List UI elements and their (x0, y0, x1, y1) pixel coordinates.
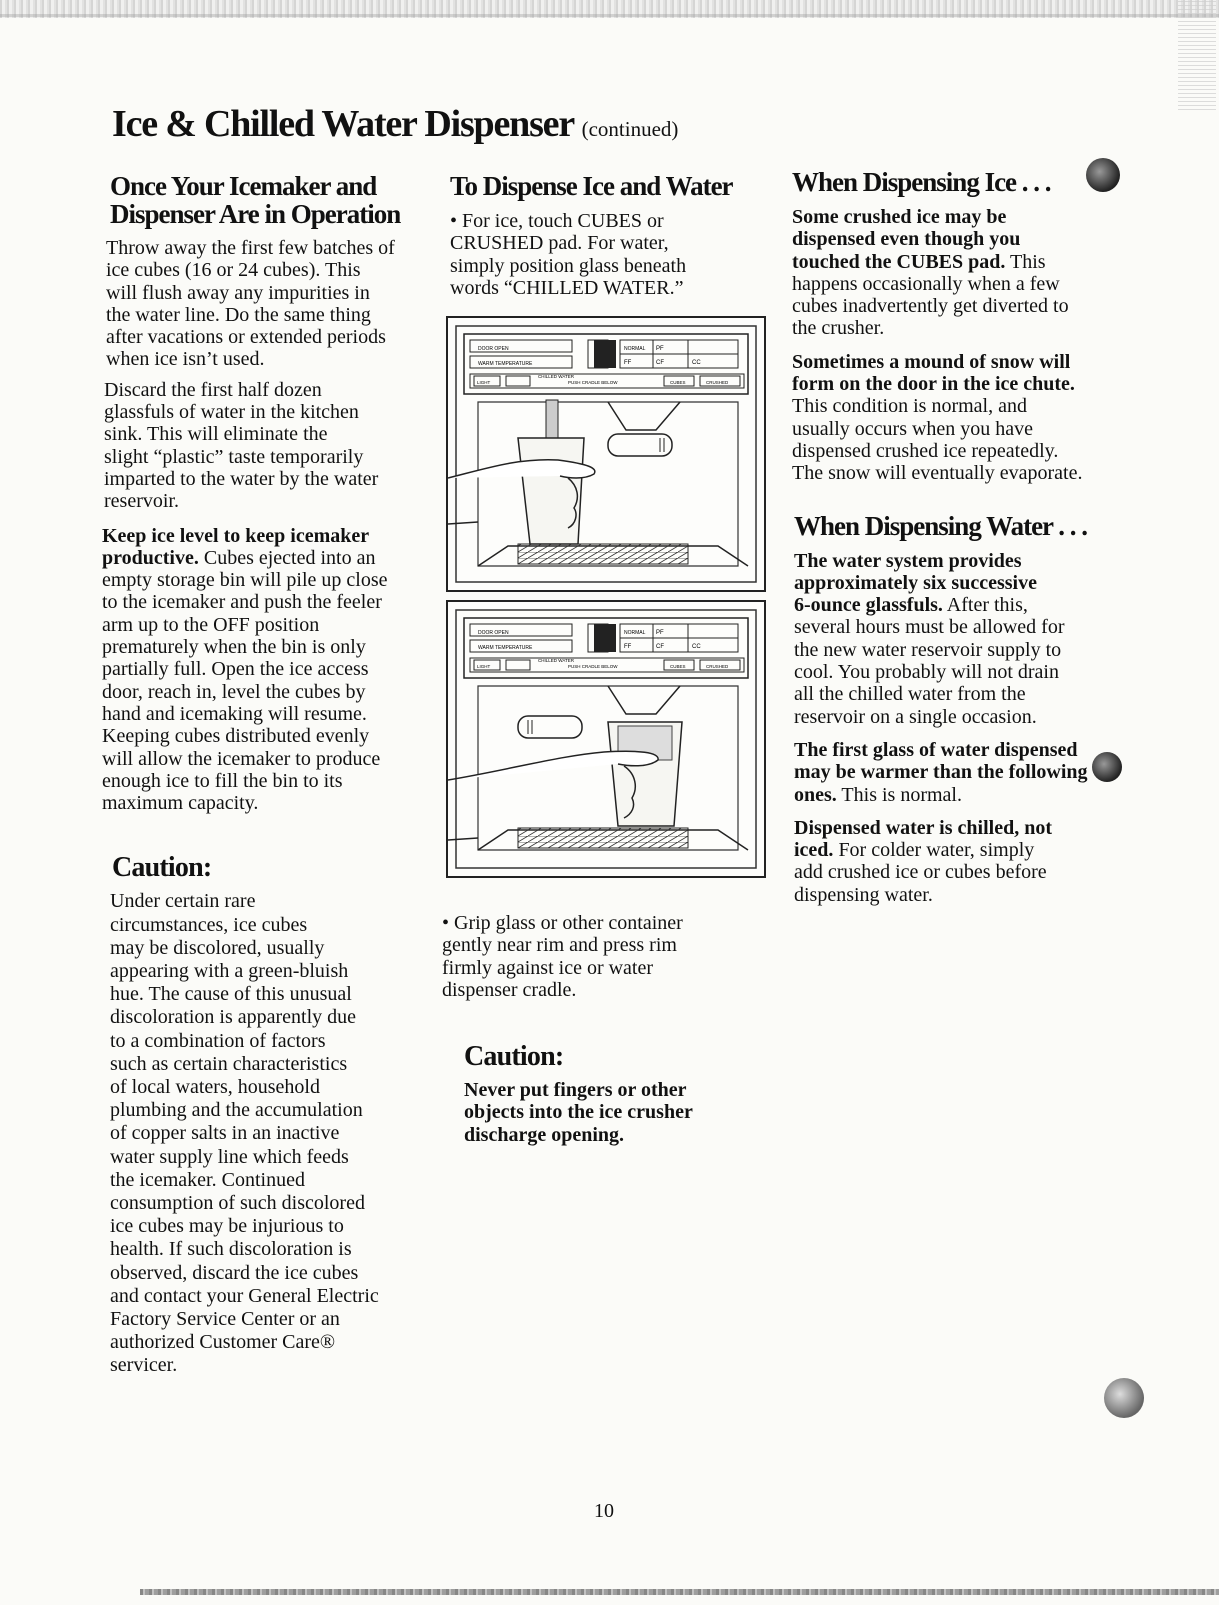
column-when-dispensing (788, 168, 1088, 906)
panel2-label-cf: CF (656, 644, 664, 650)
panel2-label-crushed: CRUSHED (706, 664, 729, 669)
column-dispense (446, 172, 766, 299)
dispenser-recess (478, 402, 738, 566)
drip-grate-2 (518, 828, 688, 848)
page-title: Ice & Chilled Water Dispenser (continued) (112, 103, 679, 145)
caution-crusher-text: Never put fingers or other objects into the ice crusher discharge opening. (464, 1079, 693, 1146)
scan-top-rule (0, 14, 1219, 17)
punch-hole-middle (1092, 752, 1122, 782)
hand (448, 460, 595, 478)
caution-heading-crusher: Caution: (464, 1041, 564, 1073)
water-pad (506, 376, 530, 386)
punch-hole-top (1086, 158, 1120, 192)
para-snow-mound: Sometimes a mound of snow will form on the door in the ice chute. This condition is normal, and usually occurs when you have dispensed crushed ice repeatedly. The snow will eventually evaporate. (792, 350, 1083, 485)
punch-hole-bottom (1104, 1378, 1144, 1418)
section-heading-ice: When Dispensing Ice . . . (792, 167, 1051, 197)
panel-label-push-cradle: PUSH CRADLE BELOW (568, 380, 618, 385)
glass (518, 438, 584, 544)
caution-discolored-text: Under certain rare circumstances, ice cubes may be discolored, usually appearing with a green-bluish hue. The cause of this unusual discoloration is apparently due to a combination of factors such as certain characteristics of local waters, household plumbing and the accumulation of copper salts in an inactive water supply line which feeds the icemaker. Continued consumption of such discolored ice cubes may be injurious to health. If such discoloration is observed, discard the ice cubes and contact your General Electric Factory Service Center or an authorized Customer Care® servicer. (110, 890, 379, 1377)
panel2-label-ff: FF (624, 644, 632, 650)
water-dispense-svg (448, 602, 764, 876)
column-dispense-lower (442, 912, 762, 1146)
ice-dispense-svg (448, 318, 764, 590)
scan-edge-noise (1178, 0, 1216, 110)
panel-label-door-open: DOOR OPEN (478, 346, 509, 352)
drip-grate (518, 544, 688, 564)
water-outlet (608, 434, 672, 456)
page-number: 10 (594, 1500, 614, 1522)
para-discard-water: Discard the first half dozen glassfuls of water in the kitchen sink. This will eliminate the slight “plastic” taste temporarily imparted to the water by the water reservoir. (104, 378, 379, 513)
panel-label-cc: CC (692, 360, 701, 366)
panel2-label-cubes: CUBES (670, 664, 686, 669)
bullet-touch-pad: • For ice, touch CUBES or CRUSHED pad. For water, simply position glass beneath words “CHILLED WATER.” (450, 210, 687, 299)
panel2-label-pf: PF (656, 630, 664, 636)
caution-heading-discolored: Caution: (112, 852, 212, 884)
panel-label-ff: FF (624, 360, 632, 366)
illustration-dispensing-water (446, 600, 766, 878)
para-six-glassfuls: The water system provides approximately six successive 6-ounce glassfuls. After this, several hours must be allowed for the new water reservoir supply to cool. You probably will not drain all the chilled water from the reservoir on a single occasion. (794, 549, 1065, 728)
ice-stream (546, 400, 558, 440)
panel-label-cf: CF (656, 360, 664, 366)
panel-label-warm-temp: WARM TEMPERATURE (478, 361, 533, 367)
panel-label-crushed: CRUSHED (706, 380, 729, 385)
panel2-label-normal: NORMAL (624, 630, 646, 636)
display-window (594, 340, 616, 368)
panel2-label-cc: CC (692, 644, 701, 650)
bullet-grip-glass: • Grip glass or other container gently near rim and press rim firmly against ice or water dispenser cradle. (442, 912, 683, 1001)
panel2-label-push-cradle: PUSH CRADLE BELOW (568, 664, 618, 669)
panel-label-normal: NORMAL (624, 346, 646, 352)
para-first-glass: The first glass of water dispensed may be warmer than the following ones. This is normal. (794, 738, 1088, 806)
panel-label-pf: PF (656, 346, 664, 352)
section-heading-dispense: To Dispense Ice and Water (450, 171, 733, 201)
panel2-label-light: LIGHT (477, 664, 491, 669)
title-suffix: (continued) (581, 117, 679, 141)
ice-chute (608, 402, 680, 430)
column-operation (98, 172, 418, 1378)
panel-label-light: LIGHT (477, 380, 491, 385)
panel-label-chilled-water: CHILLED WATER (538, 374, 575, 379)
panel2-label-chilled-water: CHILLED WATER (538, 658, 575, 663)
para-flush-ice: Throw away the first few batches of ice cubes (16 or 24 cubes). This will flush away any impurities in the water line. Do the same thing after vacations or extended periods when ice isn’t used. (106, 237, 395, 371)
panel2-label-warm-temp: WARM TEMPERATURE (478, 645, 533, 651)
display-window-2 (594, 624, 616, 652)
section-heading-water: When Dispensing Water . . . (794, 510, 1088, 541)
para-crushed-cubes: Some crushed ice may be dispensed even though you touched the CUBES pad. This happens occasionally when a few cubes inadvertently get diverted to the crusher. (792, 206, 1069, 340)
panel-label-cubes: CUBES (670, 380, 686, 385)
ice-chute-2 (608, 686, 680, 714)
para-chilled-not-iced: Dispensed water is chilled, not iced. For colder water, simply add crushed ice or cubes before dispensing water. (794, 816, 1052, 906)
illustration-dispensing-ice (446, 316, 766, 592)
scan-bottom-band (140, 1589, 1219, 1595)
para-keep-ice-level: Keep ice level to keep icemaker productive. Cubes ejected into an empty storage bin will pile up close to the icemaker and push the feeler arm up to the OFF position prematurely when the bin is only partially full. Open the ice access door, reach in, level the cubes by hand and icemaking will resume. Keeping cubes distributed evenly will allow the icemaker to produce enough ice to fill the bin to its maximum capacity. (102, 524, 388, 815)
section-heading-operation: Once Your Icemaker and Dispenser Are in Operation (110, 171, 401, 229)
panel2-label-door-open: DOOR OPEN (478, 630, 509, 636)
